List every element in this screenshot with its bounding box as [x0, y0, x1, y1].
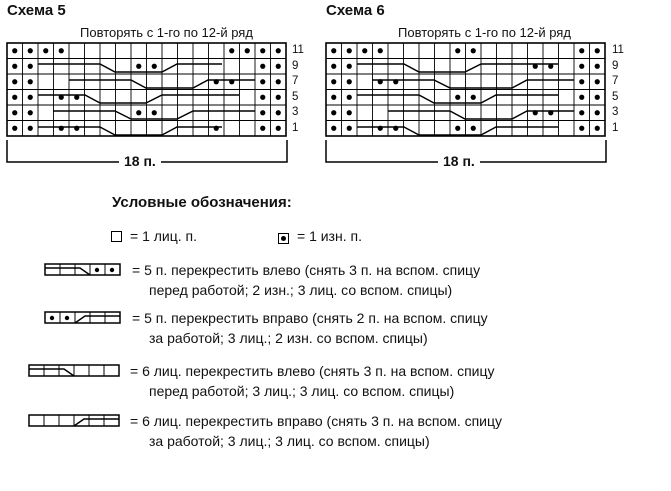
scheme6-title: Схема 6 [326, 2, 385, 19]
row-label: 1 [612, 121, 619, 134]
scheme5-grid [7, 43, 286, 136]
purl-dot [455, 126, 460, 131]
purl-stitch-symbol [278, 233, 289, 244]
purl-dot [276, 79, 281, 84]
purl-dot [260, 126, 265, 131]
purl-dot [471, 126, 476, 131]
row-label: 7 [612, 75, 619, 87]
purl-dot [136, 110, 141, 115]
purl-dot [12, 110, 17, 115]
purl-dot [260, 79, 265, 84]
purl-dot [276, 110, 281, 115]
purl-dot [595, 79, 600, 84]
purl-dot [579, 110, 584, 115]
purl-dot [579, 95, 584, 100]
purl-dot [276, 64, 281, 69]
purl-dot [579, 126, 584, 131]
purl-dot [260, 64, 265, 69]
purl-dot [595, 95, 600, 100]
purl-dot [347, 95, 352, 100]
scheme5-title: Схема 5 [7, 2, 66, 19]
purl-dot [28, 79, 33, 84]
legend-line: за работой; 3 лиц.; 2 изн. со вспом. спицы) [149, 330, 428, 346]
purl-dot [331, 126, 336, 131]
purl-dot [59, 48, 64, 53]
legend-line: = 6 лиц. перекрестить влево (снять 3 п. на вспом. спицу [130, 363, 495, 379]
purl-dot [152, 110, 157, 115]
legend-cable-6-left [130, 361, 495, 401]
purl-dot [455, 95, 460, 100]
row-label: 9 [612, 59, 619, 72]
purl-dot [362, 48, 367, 53]
purl-dot [276, 126, 281, 131]
purl-dot [331, 95, 336, 100]
legend-line: за работой; 3 лиц.; 3 лиц. со вспом. спицы) [149, 433, 430, 449]
cable-6-left-symbol [28, 364, 126, 378]
cable-5-left-symbol [44, 263, 126, 277]
purl-dot [28, 110, 33, 115]
purl-dot [331, 48, 336, 53]
row-label: 3 [292, 106, 299, 118]
purl-dot [12, 48, 17, 53]
purl-dot [595, 126, 600, 131]
purl-dot [152, 64, 157, 69]
purl-dot [595, 110, 600, 115]
purl-dot [28, 126, 33, 131]
row-label: 3 [612, 106, 619, 118]
purl-dot [331, 110, 336, 115]
purl-dot [378, 48, 383, 53]
purl-dot [12, 126, 17, 131]
legend-line: = 6 лиц. перекрестить вправо (снять 3 п. на вспом. спицу [130, 413, 503, 429]
knit-stitch-symbol [111, 231, 122, 242]
purl-dot [331, 79, 336, 84]
scheme5-chart [0, 0, 330, 180]
row-label: 1 [292, 121, 299, 134]
purl-dot [579, 48, 584, 53]
purl-dot [331, 64, 336, 69]
purl-dot [260, 95, 265, 100]
purl-dot [28, 48, 33, 53]
legend-cable-5-left [132, 260, 480, 300]
purl-dot [12, 95, 17, 100]
purl-dot [136, 64, 141, 69]
purl-dot [276, 48, 281, 53]
scheme6-row-labels [612, 43, 624, 136]
purl-dot [245, 48, 250, 53]
legend-purl: = 1 изн. п. [297, 228, 362, 244]
scheme6-grid [326, 43, 605, 136]
scheme6-width-label: 18 п. [438, 153, 480, 169]
scheme5-repeat-note: Повторять с 1-го по 12-й ряд [80, 25, 253, 40]
purl-dot [12, 64, 17, 69]
cable-5-right-symbol [44, 311, 126, 325]
cable-6-right-symbol [28, 414, 126, 428]
purl-dot [347, 48, 352, 53]
legend-line: перед работой; 3 лиц.; 3 лиц. со вспом. спицы) [149, 383, 455, 399]
row-label: 11 [292, 44, 304, 56]
legend-line: = 5 п. перекрестить вправо (снять 2 п. на вспом. спицу [132, 310, 488, 326]
purl-dot [28, 95, 33, 100]
purl-dot [455, 48, 460, 53]
purl-dot [43, 48, 48, 53]
purl-dot [595, 48, 600, 53]
purl-dot [347, 126, 352, 131]
purl-dot [12, 79, 17, 84]
legend-knit: = 1 лиц. п. [130, 228, 197, 244]
row-label: 9 [292, 59, 299, 72]
purl-dot [347, 79, 352, 84]
purl-dot [260, 48, 265, 53]
legend-line: перед работой; 2 изн.; 3 лиц. со вспом. спицы) [149, 282, 453, 298]
purl-dot [471, 95, 476, 100]
legend-line: = 5 п. перекрестить влево (снять 3 п. на вспом. спицу [132, 262, 481, 278]
scheme6-repeat-note: Повторять с 1-го по 12-й ряд [398, 25, 571, 40]
purl-dot [471, 48, 476, 53]
row-label: 5 [612, 90, 619, 103]
purl-dot [276, 95, 281, 100]
legend-title: Условные обозначения: [112, 194, 292, 211]
scheme5-row-labels [292, 43, 304, 136]
purl-dot [229, 48, 234, 53]
purl-dot [260, 110, 265, 115]
purl-dot [579, 64, 584, 69]
row-label: 11 [612, 44, 624, 56]
purl-dot [347, 64, 352, 69]
scheme5-width-label: 18 п. [119, 153, 161, 169]
purl-dot [28, 64, 33, 69]
purl-dot [595, 64, 600, 69]
legend-cable-5-right [132, 308, 488, 348]
purl-dot [579, 79, 584, 84]
legend-cable-6-right [130, 411, 502, 451]
row-label: 7 [292, 75, 299, 87]
row-label: 5 [292, 90, 299, 103]
purl-dot [347, 110, 352, 115]
